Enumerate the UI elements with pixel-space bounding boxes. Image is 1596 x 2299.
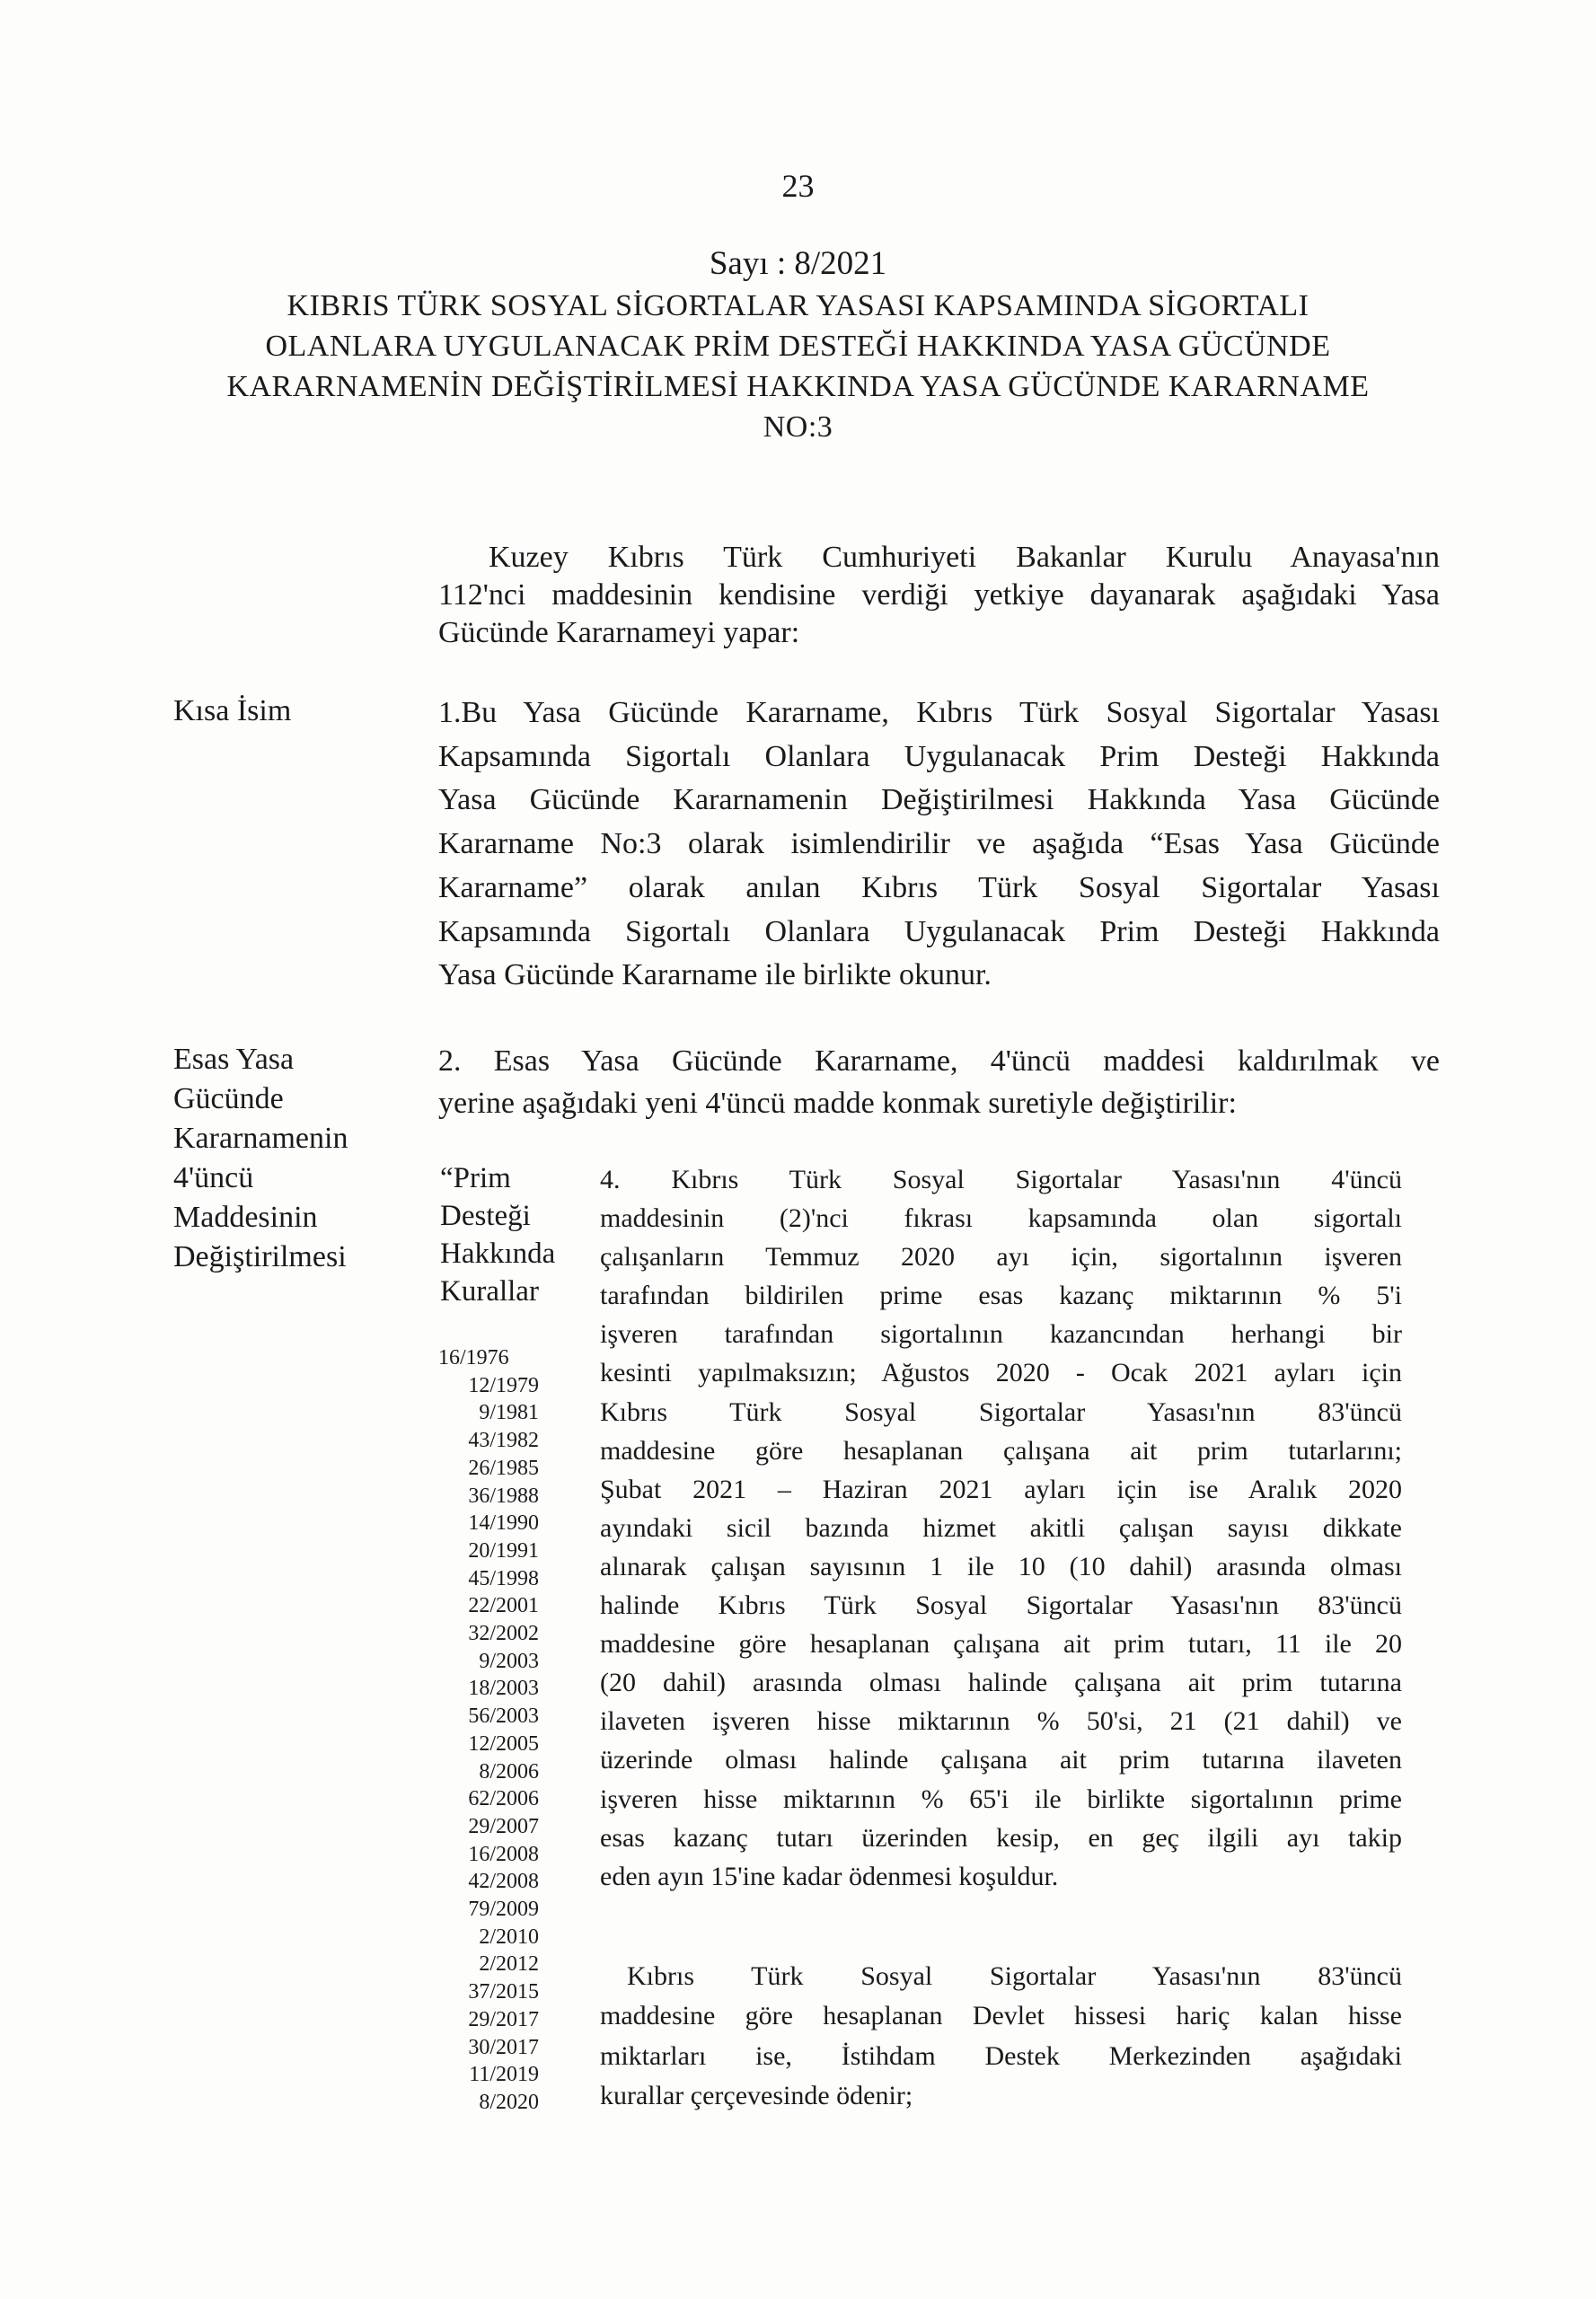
amendment-law-number: 30/2017 — [468, 2035, 539, 2059]
amendment-law-number: 12/1979 — [468, 1373, 539, 1397]
amendment-law-number: 79/2009 — [468, 1898, 539, 1922]
article-4-line: maddesine göre hesaplanan çalışana ait prim tutarlarını; — [600, 1435, 1402, 1466]
article-4-line: ilaveten işveren hisse miktarının % 50'si, 21 (21 dahil) ve — [600, 1706, 1402, 1737]
amendment-law-number: 2/2010 — [479, 1925, 539, 1949]
amendment-law-number: 22/2001 — [468, 1594, 539, 1618]
article-4-line: üzerinde olması halinde çalışana ait prim tutarına ilaveten — [600, 1745, 1402, 1775]
article-4-line: işveren tarafından sigortalının kazancından herhangi bir — [600, 1319, 1402, 1350]
amendment-law-number: 8/2020 — [479, 2090, 539, 2114]
article-4-line: esas kazanç tutarı üzerinden kesip, en geç ilgili ayı takip — [600, 1822, 1402, 1853]
amendment-law-number: 9/1981 — [479, 1401, 539, 1425]
article-1-line: Kararname No:3 olarak isimlendirilir ve aşağıda “Esas Yasa Gücünde — [438, 827, 1440, 861]
amendment-law-number: 2/2012 — [479, 1952, 539, 1977]
article-4-line: kesinti yapılmaksızın; Ağustos 2020 - Ocak 2021 ayları için — [600, 1358, 1402, 1388]
amendment-law-number: 32/2002 — [468, 1622, 539, 1646]
amendment-law-list — [438, 1344, 539, 2117]
document-title-line: NO:3 — [763, 410, 833, 444]
margin-label-line: Esas Yasa — [173, 1043, 295, 1076]
amendment-law-number: 12/2005 — [468, 1731, 539, 1756]
article-4-line: tarafından bildirilen prime esas kazanç miktarının % 5'i — [600, 1281, 1402, 1311]
article-4-line: ayındaki sicil bazında hizmet akitli çalışan sayısı dikkate — [600, 1512, 1402, 1543]
article-1-line: 1.Bu Yasa Gücünde Kararname, Kıbrıs Türk Sosyal Sigortalar Yasası — [438, 696, 1440, 729]
amendment-law-number: 29/2017 — [468, 2007, 539, 2031]
margin-label-line: Maddesinin — [173, 1201, 318, 1234]
article-4-line: Şubat 2021 – Haziran 2021 ayları için ise Aralık 2020 — [600, 1474, 1402, 1504]
article-4-line: işveren hisse miktarının % 65'i ile birlikte sigortalının prime — [600, 1784, 1402, 1814]
article-2-line: yerine aşağıdaki yeni 4'üncü madde konmak suretiyle değiştirilir: — [438, 1087, 1237, 1120]
margin-label-line: Kararnamenin — [173, 1122, 348, 1155]
amendment-law-number: 16/2008 — [468, 1842, 539, 1866]
article-4-line: (20 dahil) arasında olması halinde çalışana ait prim tutarına — [600, 1668, 1402, 1698]
closing-paragraph-line: kurallar çerçevesinde ödenir; — [600, 2080, 913, 2110]
amendment-law-number: 8/2006 — [479, 1759, 539, 1784]
margin-label-line: Hakkında — [440, 1238, 556, 1270]
article-1-text — [438, 691, 1440, 998]
amendment-law-number: 14/1990 — [468, 1511, 539, 1536]
amendment-law-number: 26/1985 — [468, 1456, 539, 1480]
intro-paragraph-line: Kuzey Kıbrıs Türk Cumhuriyeti Bakanlar Kurulu Anayasa'nın — [489, 541, 1440, 574]
article-2-text — [438, 1040, 1440, 1124]
amendment-law-number: 42/2008 — [468, 1870, 539, 1894]
margin-label-prim-destegi — [440, 1159, 597, 1310]
document-title-line: KIBRIS TÜRK SOSYAL SİGORTALAR YASASI KAPSAMINDA SİGORTALI — [287, 289, 1309, 322]
closing-paragraph — [600, 1957, 1402, 2116]
margin-label-esas-yasa — [173, 1040, 416, 1277]
margin-label-line: 4'üncü — [173, 1161, 254, 1194]
amendment-law-number: 20/1991 — [468, 1538, 539, 1563]
article-4-line: maddesine göre hesaplanan çalışana ait prim tutarı, 11 ile 20 — [600, 1629, 1402, 1660]
closing-paragraph-line: miktarları ise, İstihdam Destek Merkezinden aşağıdaki — [600, 2040, 1402, 2071]
closing-paragraph-line: maddesine göre hesaplanan Devlet hissesi hariç kalan hisse — [600, 2001, 1402, 2031]
intro-paragraph-line: Gücünde Kararnameyi yapar: — [438, 616, 800, 649]
amendment-law-number: 16/1976 — [438, 1346, 509, 1370]
margin-label-kisa-isim: Kısa İsim — [173, 694, 292, 727]
document-title — [0, 286, 1596, 447]
margin-label-line: Değiştirilmesi — [173, 1240, 347, 1273]
article-2-line: 2. Esas Yasa Gücünde Kararname, 4'üncü maddesi kaldırılmak ve — [438, 1044, 1440, 1078]
article-4-line: alınarak çalışan sayısının 1 ile 10 (10 dahil) arasında olması — [600, 1551, 1402, 1581]
amendment-law-number: 37/2015 — [468, 1980, 539, 2004]
amendment-law-number: 62/2006 — [468, 1787, 539, 1811]
amendment-law-number: 18/2003 — [468, 1677, 539, 1701]
closing-paragraph-line: Kıbrıs Türk Sosyal Sigortalar Yasası'nın 83'üncü — [627, 1961, 1402, 1991]
amendment-law-number: 29/2007 — [468, 1814, 539, 1838]
margin-label-line: “Prim — [440, 1162, 511, 1194]
amendment-law-number: 9/2003 — [479, 1649, 539, 1673]
article-1-line: Kararname” olarak anılan Kıbrıs Türk Sosyal Sigortalar Yasası — [438, 870, 1440, 904]
article-4-line: halinde Kıbrıs Türk Sosyal Sigortalar Yasası'nın 83'üncü — [600, 1590, 1402, 1621]
page-number: 23 — [781, 168, 815, 204]
amendment-law-number: 56/2003 — [468, 1704, 539, 1729]
article-1-line: Kapsamında Sigortalı Olanlara Uygulanacak Prim Desteği Hakkında — [438, 914, 1440, 948]
article-4-line: eden ayın 15'ine kadar ödenmesi koşuldur. — [600, 1861, 1059, 1891]
amendment-law-number: 11/2019 — [469, 2063, 539, 2087]
document-title-line: KARARNAMENİN DEĞİŞTİRİLMESİ HAKKINDA YASA GÜCÜNDE KARARNAME — [226, 370, 1370, 403]
article-4-text — [600, 1160, 1402, 1896]
intro-paragraph — [438, 539, 1440, 652]
margin-label-line: Gücünde — [173, 1082, 284, 1115]
article-4-line: Kıbrıs Türk Sosyal Sigortalar Yasası'nın 83'üncü — [600, 1396, 1402, 1427]
article-1-line: Yasa Gücünde Kararnamenin Değiştirilmesi Hakkında Yasa Gücünde — [438, 783, 1440, 817]
amendment-law-number: 36/1988 — [468, 1484, 539, 1508]
amendment-law-number: 43/1982 — [468, 1429, 539, 1453]
article-1-line: Yasa Gücünde Kararname ile birlikte okunur. — [438, 958, 992, 992]
article-1-line: Kapsamında Sigortalı Olanlara Uygulanacak Prim Desteği Hakkında — [438, 739, 1440, 773]
article-4-line: çalışanların Temmuz 2020 ayı için, sigortalının işveren — [600, 1242, 1402, 1273]
article-4-line: maddesinin (2)'nci fıkrası kapsamında olan sigortalı — [600, 1203, 1402, 1234]
margin-label-line: Kurallar — [440, 1275, 539, 1308]
amendment-law-number: 45/1998 — [468, 1566, 539, 1590]
intro-paragraph-line: 112'nci maddesinin kendisine verdiği yetkiye dayanarak aşağıdaki Yasa — [438, 578, 1440, 612]
document-number: Sayı : 8/2021 — [709, 245, 887, 282]
margin-label-line: Desteği — [440, 1200, 531, 1232]
document-title-line: OLANLARA UYGULANACAK PRİM DESTEĞİ HAKKINDA YASA GÜCÜNDE — [265, 330, 1331, 363]
article-4-line: 4. Kıbrıs Türk Sosyal Sigortalar Yasası'nın 4'üncü — [600, 1165, 1402, 1194]
